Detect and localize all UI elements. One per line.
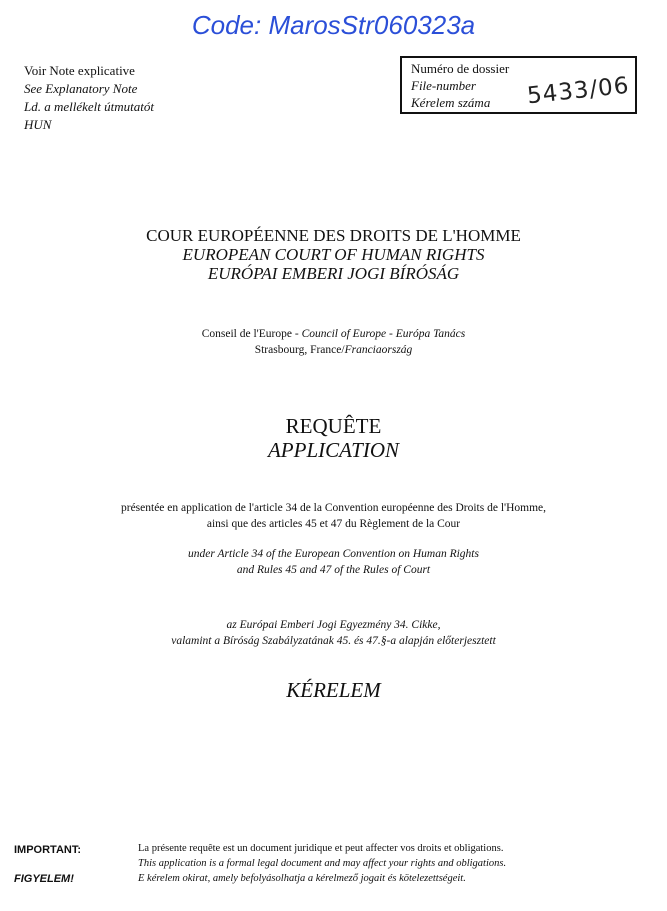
file-number-label-en: File-number	[411, 78, 476, 93]
title-fr: REQUÊTE	[285, 414, 382, 438]
important-notice	[138, 841, 506, 886]
council-sep-2: -	[386, 328, 396, 340]
file-number-label-fr: Numéro de dossier	[411, 61, 510, 76]
important-fr: La présente requête est un document juridique et peut affecter vos droits et obligations.	[138, 843, 504, 854]
court-name-fr: COUR EUROPÉENNE DES DROITS DE L'HOMME	[146, 226, 521, 245]
presented-hu-line-1: az Európai Emberi Jogi Egyezmény 34. Cikke,	[226, 619, 441, 631]
presented-fr-line-1: présentée en application de l'article 34 de la Convention européenne des Droits de l'Homme,	[120, 502, 547, 514]
court-name-block	[0, 226, 667, 283]
note-line-en: See Explanatory Note	[24, 81, 138, 96]
note-line-fr: Voir Note explicative	[24, 63, 135, 78]
important-label: IMPORTANT:	[14, 844, 82, 856]
presented-en-line-1: under Article 34 of the European Convention on Human Rights	[188, 548, 479, 560]
file-number-label-hu: Kérelem száma	[411, 95, 491, 110]
council-of-europe-block	[0, 326, 667, 358]
presented-fr-line-2: ainsi que des articles 45 et 47 du Règlement de la Cour	[206, 518, 461, 530]
note-line-hu: Ld. a mellékelt útmutatót	[24, 99, 154, 114]
court-name-hu: EURÓPAI EMBERI JOGI BÍRÓSÁG	[207, 264, 460, 283]
title-en: APPLICATION	[267, 438, 400, 462]
council-hu: Európa Tanács	[395, 328, 466, 340]
document-title	[0, 414, 667, 462]
presented-hu-line-2: valamint a Bíróság Szabályzatának 45. és 47.§-a alapján előterjesztett	[171, 635, 496, 647]
handwritten-file-number: 5433/06	[525, 72, 631, 110]
figyelem-label: FIGYELEM!	[14, 873, 74, 885]
council-line	[0, 326, 667, 342]
important-hu: E kérelem okirat, amely befolyásolhatja a kérelmező jogait és kötelezettségeit.	[138, 873, 466, 884]
location-fr: Strasbourg, France/	[254, 344, 345, 356]
note-line-country: HUN	[24, 117, 52, 132]
explanatory-note	[24, 62, 154, 134]
council-en: Council of Europe	[301, 328, 387, 340]
presented-hu	[0, 617, 667, 649]
court-name-en: EUROPEAN COURT OF HUMAN RIGHTS	[182, 245, 485, 264]
location-hu: Franciaország	[344, 344, 413, 356]
presented-en	[0, 546, 667, 578]
kerelem-title: KÉRELEM	[286, 678, 381, 702]
presented-en-line-2: and Rules 45 and 47 of the Rules of Court	[236, 564, 431, 576]
council-fr: Conseil de l'Europe	[201, 328, 292, 340]
location-line	[0, 342, 667, 358]
document-code: Code: MarosStr060323a	[191, 10, 476, 40]
presented-fr	[0, 500, 667, 532]
important-en: This application is a formal legal document and may affect your rights and obligations.	[138, 858, 507, 869]
council-sep-1: -	[291, 328, 302, 340]
